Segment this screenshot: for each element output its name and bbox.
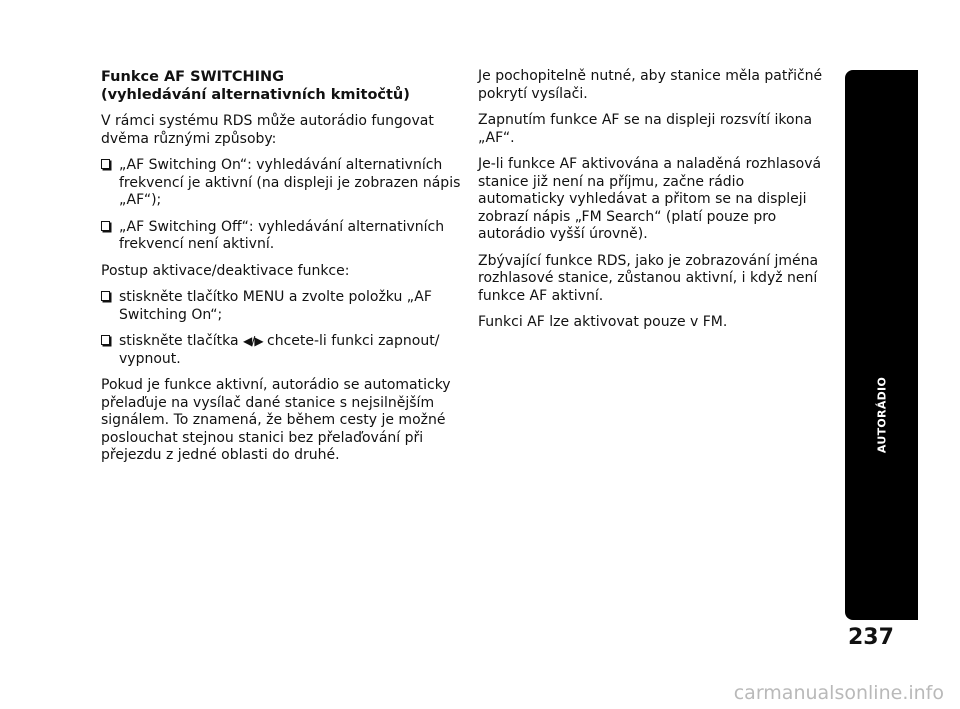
page-number: 237 xyxy=(848,625,894,650)
left-right-arrow-icon: ◀/▶ xyxy=(243,334,263,348)
paragraph-rds-functions: Zbývající funkce RDS, jako je zobrazování jména rozhlasové stanice, zůstanou aktivní, i když není funkce AF aktivní. xyxy=(478,252,819,304)
bullet-af-on-text: „AF Switching On“: vyhledávání alternativních frekvencí je aktivní (na displeji je zobrazen nápis „AF“); xyxy=(119,157,461,208)
procedure-title: Postup aktivace/deaktivace funkce: xyxy=(101,262,350,279)
closing-paragraph: Pokud je funkce aktivní, autorádio se automaticky přelaďuje na vysílač dané stanice s nejsilnějším signálem. To znamená, že během cesty je možné poslouchat stejnou stanici bez přelaďování při přejezdu z jedné oblasti do druhé. xyxy=(101,377,451,463)
chapter-side-tab xyxy=(845,70,918,620)
heading-line-1: Funkce AF SWITCHING xyxy=(101,69,285,85)
bullet-step-menu xyxy=(101,289,471,324)
paragraph-fm-only: Funkci AF lze aktivovat pouze v FM. xyxy=(478,314,728,330)
bullet-step-arrows xyxy=(101,333,471,368)
paragraph-af-icon: Zapnutím funkce AF se na displeji rozsvítí ikona „AF“. xyxy=(478,112,813,146)
checkbox-bullet-icon xyxy=(101,291,110,301)
bullet-af-on xyxy=(101,157,471,210)
section-heading xyxy=(101,68,471,104)
right-column xyxy=(478,68,833,341)
intro-paragraph: V rámci systému RDS může autorádio fungovat dvěma různými způsoby: xyxy=(101,113,434,147)
checkbox-bullet-icon xyxy=(101,335,110,345)
bullet-af-off-text: „AF Switching Off“: vyhledávání alternativních frekvencí není aktivní. xyxy=(119,218,445,252)
bullet-step-arrows-text-before: stiskněte tlačítka xyxy=(119,333,239,349)
checkbox-bullet-icon xyxy=(101,159,110,169)
paragraph-fm-search: Je-li funkce AF aktivována a naladěná rozhlasová stanice již není na příjmu, začne rádio automaticky vyhledávat a přitom se na displeji zobrazí nápis „FM Search“ (platí pouze pro autorádio vyšší úrovně). xyxy=(478,156,822,242)
bullet-step-menu-text: stiskněte tlačítko MENU a zvolte položku „AF Switching On“; xyxy=(119,289,432,323)
watermark: carmanualsonline.info xyxy=(733,682,944,704)
left-column xyxy=(101,68,471,474)
paragraph-coverage: Je pochopitelně nutné, aby stanice měla patřičné pokrytí vysílači. xyxy=(478,68,823,102)
heading-line-2: (vyhledávání alternativních kmitočtů) xyxy=(101,87,410,103)
bullet-step-arrows-text-after: chcete-li funkci zapnout/ vypnout. xyxy=(119,333,440,367)
chapter-tab-label: AUTORÁDIO xyxy=(875,376,888,454)
bullet-af-off xyxy=(101,219,471,254)
checkbox-bullet-icon xyxy=(101,221,110,231)
